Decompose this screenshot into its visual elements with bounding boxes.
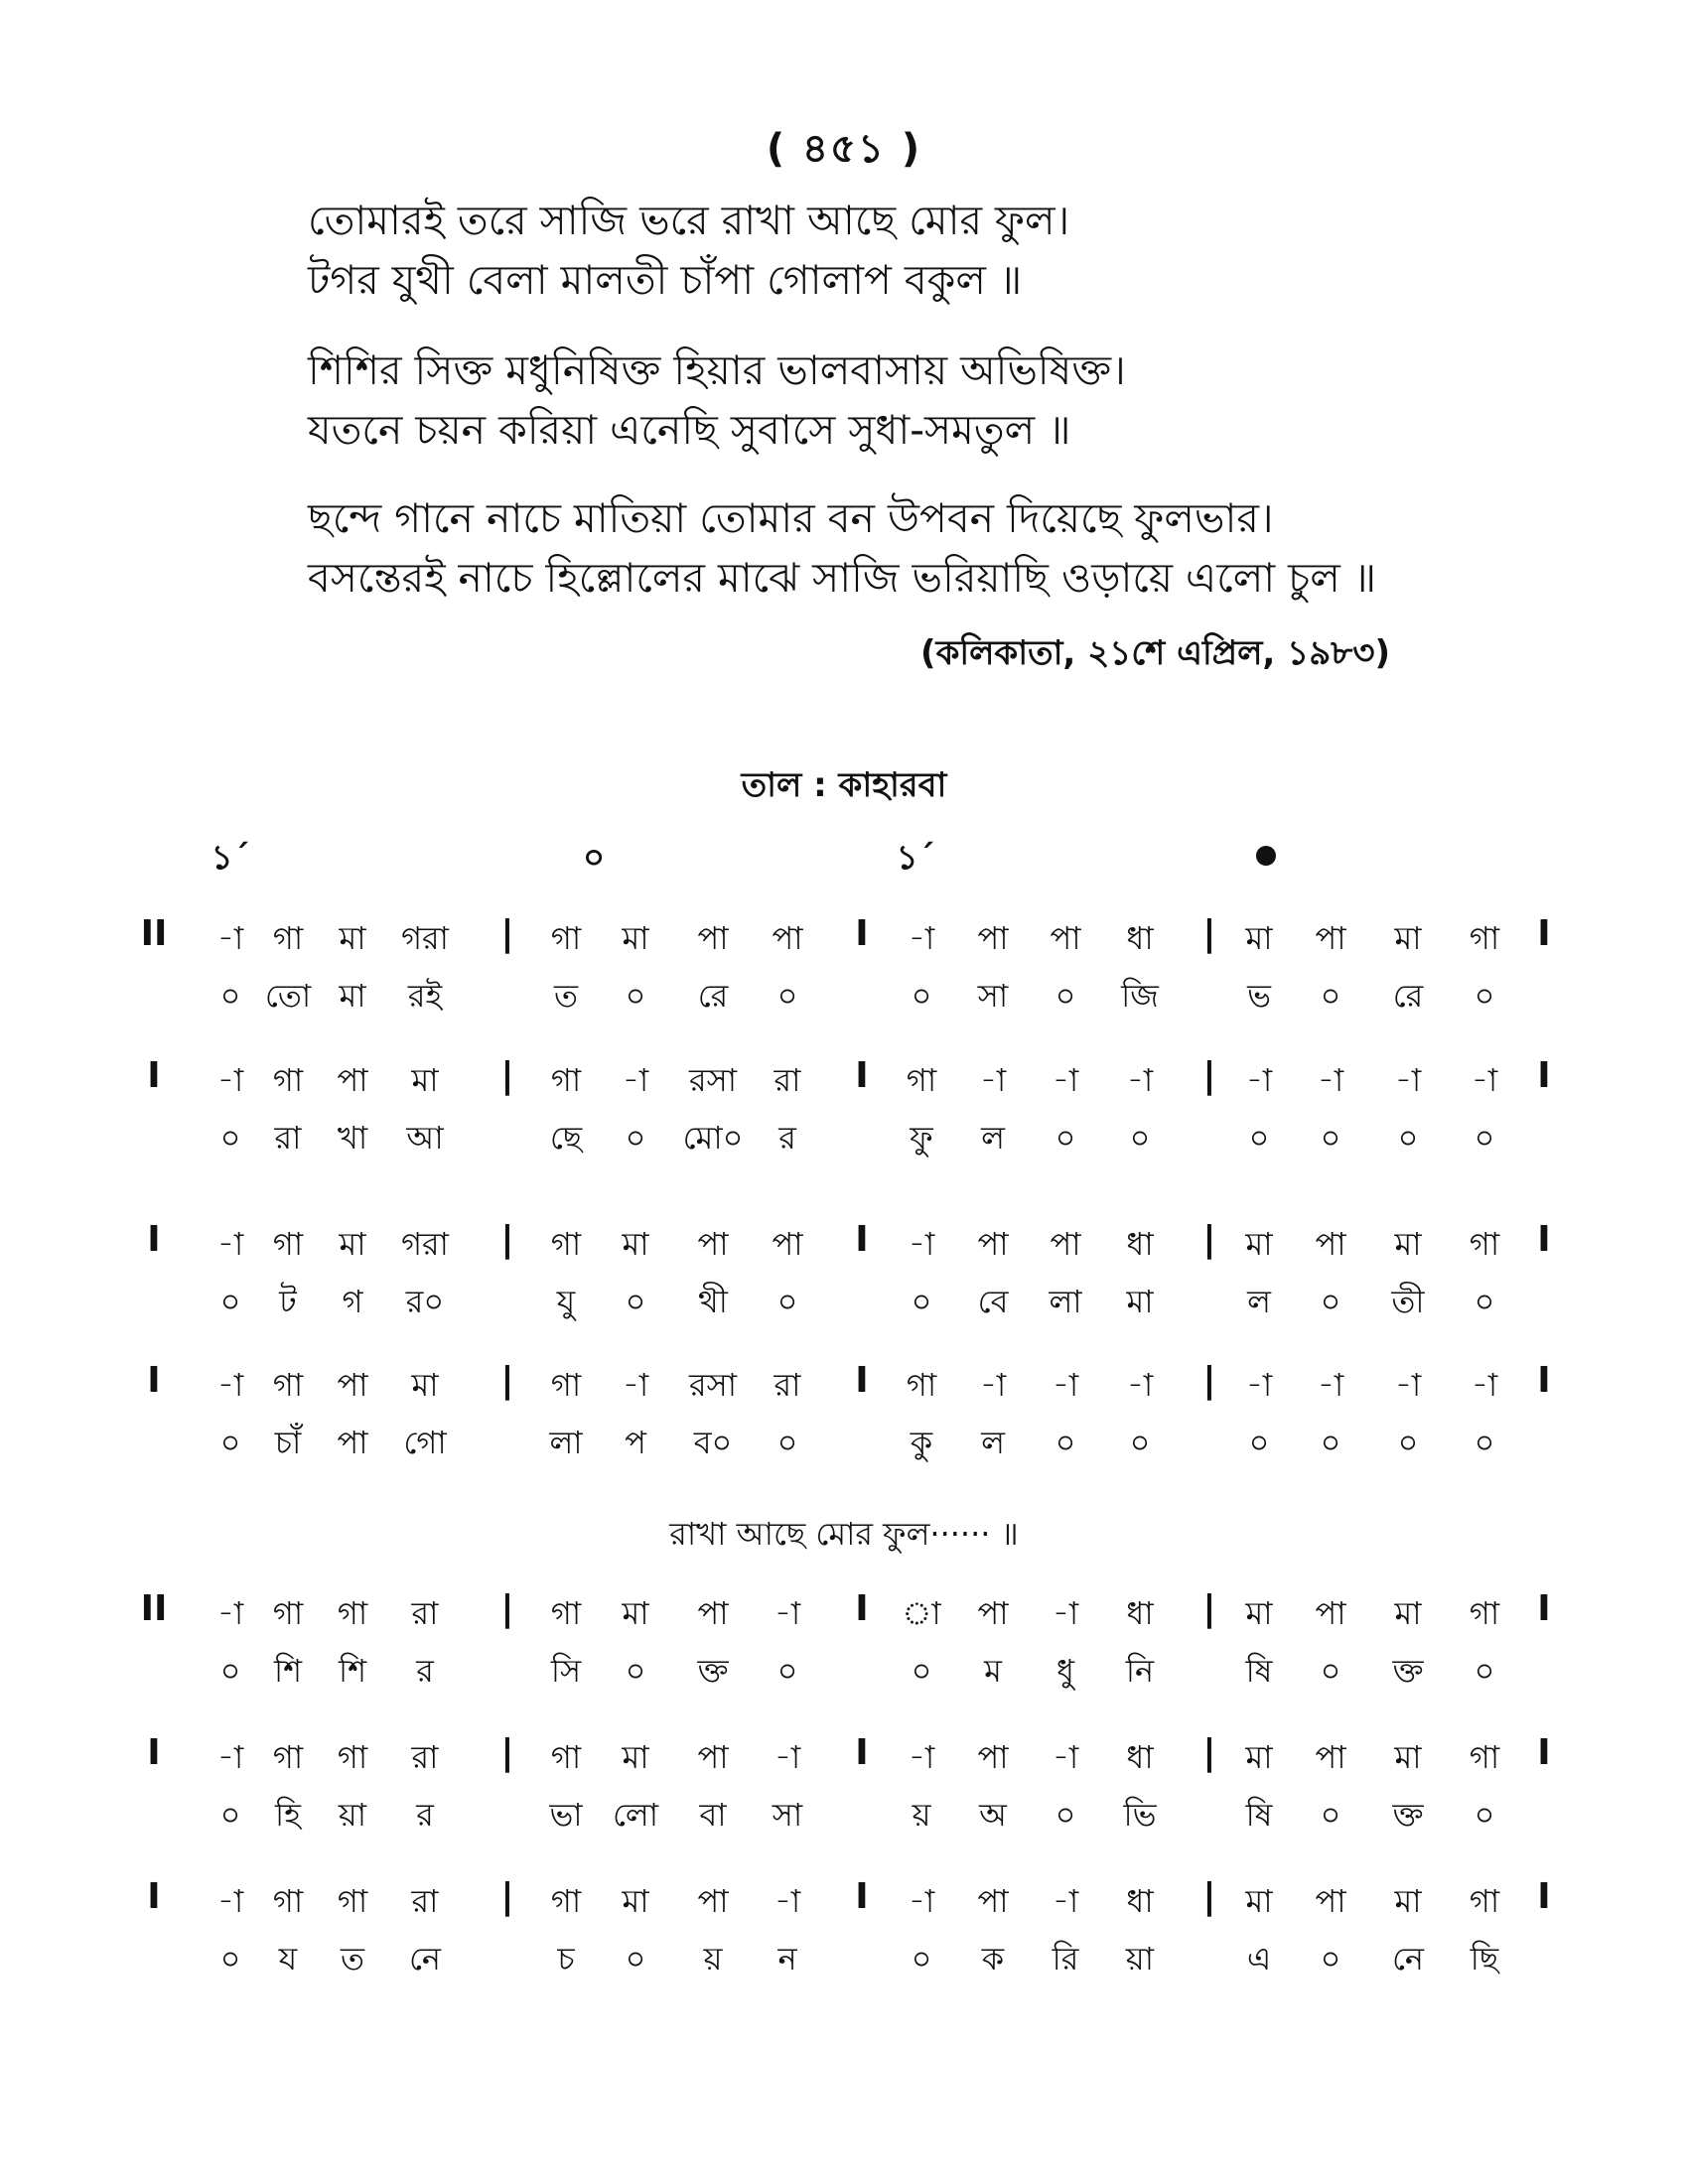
swara-note: গা [1469,1882,1500,1920]
lyric-syllable: ০ [625,1119,646,1157]
swara-note: -া [216,919,244,957]
swara-note: রা [411,1882,439,1920]
notation-row [0,1055,1688,1164]
swara-note: ধা [1126,1738,1154,1776]
beat-mark-sam: ১´ [211,838,250,878]
swara-note: -া [774,1882,801,1920]
lyric-syllable: তো [264,977,312,1015]
lyric-syllable: রে [697,977,729,1015]
lyric-syllable: ক্ত [697,1652,729,1690]
page-number: ( ৪৫১ ) [766,126,922,172]
swara-note: গা [1469,919,1500,957]
bar-line: | [1202,1219,1216,1260]
lyric-syllable: রা [274,1119,302,1157]
lyric-syllable: য [278,1940,298,1978]
lyric-syllable: ০ [1320,977,1341,1015]
swara-note: পা [772,919,803,957]
swara-note: মা [1394,919,1422,957]
start-bar: I [147,1732,161,1773]
bar-line: I [855,1055,869,1096]
lyric-syllable: ক্ত [1392,1652,1424,1690]
end-bar: I [1537,1876,1551,1917]
end-bar: I [1537,1055,1551,1096]
lyric-syllable: ০ [1320,1796,1341,1834]
lyric-syllable: ০ [1474,1424,1495,1461]
lyric-syllable: সা [772,1796,803,1834]
swara-note: গা [272,1225,304,1263]
swara-note: -া [1126,1366,1154,1404]
swara-note: গা [337,1882,368,1920]
bar-line: | [1202,1732,1216,1773]
lyric-syllable: রই [407,977,443,1015]
refrain-line: রাখা আছে মোর ফুল······ ॥ [669,1515,1019,1553]
lyric-syllable: ০ [911,1283,932,1320]
notation-row [0,913,1688,1023]
swara-note: -া [216,1738,244,1776]
start-bar: I [147,1360,161,1401]
lyric-syllable: ০ [1055,977,1076,1015]
bar-line: I [855,1588,869,1629]
swara-note: পা [337,1366,368,1404]
swara-note: গা [1469,1738,1500,1776]
lyric-syllable: রি [1052,1940,1079,1978]
taal-heading: তাল : কাহারবা [741,765,947,805]
swara-note: গা [337,1594,368,1632]
dateline: (কলিকাতা, ২১শে এপ্রিল, ১৯৮৩) [920,633,1390,673]
lyric-syllable: নে [408,1940,442,1978]
lyric-syllable: ০ [219,977,241,1015]
lyric-syllable: ন [777,1940,797,1978]
lyric-syllable: লো [612,1796,659,1834]
lyric-syllable: বা [699,1796,727,1834]
lyric-syllable: ০ [625,977,646,1015]
lyric-syllable: আ [406,1119,444,1157]
lyric-syllable: ০ [1474,1283,1495,1320]
swara-note: -া [774,1738,801,1776]
swara-note: -া [1471,1061,1498,1099]
swara-note: -া [1052,1882,1079,1920]
lyric-syllable: ০ [1320,1283,1341,1320]
swara-note: পা [1050,1225,1081,1263]
lyric-syllable: ক্ত [1392,1796,1424,1834]
swara-note: মা [339,919,366,957]
lyric-syllable: শি [338,1652,367,1690]
lyric-syllable: ল [981,1119,1005,1157]
lyric-syllable: মো০ [682,1119,744,1157]
lyric-syllable: য় [912,1796,931,1834]
swara-note: গা [906,1061,937,1099]
swara-note: -া [774,1594,801,1632]
bar-line: | [500,1588,514,1629]
swara-note: পা [1315,1882,1346,1920]
swara-note: পা [977,1225,1009,1263]
swara-note: -া [216,1594,244,1632]
lyric-syllable: তী [1391,1283,1425,1320]
lyric-syllable: ০ [1248,1119,1270,1157]
swara-note: মা [622,1594,649,1632]
lyric-syllable: ০ [1397,1119,1419,1157]
lyric-syllable: সি [550,1652,582,1690]
lyric-syllable: ০ [219,1119,241,1157]
swara-note: পা [977,1594,1009,1632]
lyric-syllable: কু [910,1424,933,1461]
swara-note: গা [272,919,304,957]
lyric-syllable: ০ [1397,1424,1419,1461]
bar-line: | [500,913,514,954]
lyric-syllable: গ [342,1283,363,1320]
lyric-syllable: ০ [776,1652,798,1690]
poem-line: ছন্দে গানে নাচে মাতিয়া তোমার বন উপবন দিয়েছে ফুলভার। [308,494,1274,542]
lyric-syllable: নে [1391,1940,1425,1978]
lyric-syllable: র [416,1796,434,1834]
lyric-syllable: এ [1246,1940,1272,1978]
lyric-syllable: যু [556,1283,576,1320]
swara-note: -া [1052,1738,1079,1776]
lyric-syllable: ০ [776,1424,798,1461]
swara-note: মা [1394,1225,1422,1263]
swara-note: রসা [688,1061,738,1099]
lyric-syllable: ০ [1474,1119,1495,1157]
swara-note: পা [1315,1225,1346,1263]
swara-note: পা [1050,919,1081,957]
start-bar: I [147,1055,161,1096]
bar-line: I [855,913,869,954]
swara-note: মা [1245,1225,1273,1263]
swara-note: গা [550,1061,582,1099]
lyric-syllable: ষি [1245,1796,1273,1834]
lyric-syllable: ফু [910,1119,933,1157]
swara-note: -া [1317,1061,1344,1099]
bar-line: | [500,1360,514,1401]
swara-note: -া [979,1061,1007,1099]
lyric-syllable: ০ [1055,1796,1076,1834]
swara-note: -া [979,1366,1007,1404]
poem-line: শিশির সিক্ত মধুনিষিক্ত হিয়ার ভালবাসায় অভিষিক্ত। [308,346,1126,394]
lyric-syllable: বে [977,1283,1009,1320]
lyric-syllable: ০ [1474,1652,1495,1690]
lyric-syllable: ০ [625,1652,646,1690]
swara-note: গা [550,919,582,957]
lyric-syllable: ০ [911,1652,932,1690]
poem-line: তোমারই তরে সাজি ভরে রাখা আছে মোর ফুল। [308,197,1070,244]
swara-note: পা [337,1061,368,1099]
lyric-syllable: র [416,1652,434,1690]
swara-note: -া [622,1366,649,1404]
lyric-syllable: ০ [911,977,932,1015]
lyric-syllable: ০ [911,1940,932,1978]
swara-note: -া [216,1366,244,1404]
swara-note: গা [550,1882,582,1920]
lyric-syllable: লা [549,1424,583,1461]
lyric-syllable: ০ [219,1940,241,1978]
end-bar: I [1537,1732,1551,1773]
lyric-syllable: ০ [1320,1940,1341,1978]
swara-note: গা [272,1061,304,1099]
swara-note: গা [906,1366,937,1404]
swara-note: পা [977,1738,1009,1776]
lyric-syllable: গো [403,1424,447,1461]
swara-note: মা [411,1061,439,1099]
lyric-syllable: ০ [219,1283,241,1320]
swara-note: া [902,1594,941,1632]
lyric-syllable: ০ [1129,1119,1151,1157]
swara-note: মা [622,1882,649,1920]
lyric-syllable: ০ [625,1940,646,1978]
poem-line: টগর যুথী বেলা মালতী চাঁপা গোলাপ বকুল ॥ [308,256,1023,304]
lyric-syllable: খা [337,1119,368,1157]
swara-note: পা [697,919,729,957]
swara-note: -া [216,1061,244,1099]
swara-note: -া [1052,1061,1079,1099]
lyric-syllable: য়া [338,1796,367,1834]
lyric-syllable: ল [981,1424,1005,1461]
swara-note: পা [697,1225,729,1263]
bar-line: | [500,1219,514,1260]
lyric-syllable: ছে [549,1119,583,1157]
lyric-syllable: ত [340,1940,364,1978]
swara-note: -া [216,1225,244,1263]
swara-note: পা [1315,1738,1346,1776]
swara-note: মা [1394,1738,1422,1776]
lyric-syllable: য়া [1125,1940,1155,1978]
bar-line: I [855,1360,869,1401]
lyric-syllable: ট [279,1283,297,1320]
lyric-syllable: র [778,1119,796,1157]
swara-note: রা [774,1061,801,1099]
swara-note: পা [977,1882,1009,1920]
swara-note: গা [337,1738,368,1776]
bar-line: | [1202,1588,1216,1629]
swara-note: মা [1394,1882,1422,1920]
end-bar: I [1537,1588,1551,1629]
notation-row [0,1588,1688,1698]
lyric-syllable: ভ [1247,977,1271,1015]
notation-row [0,1732,1688,1842]
bar-line: I [855,1732,869,1773]
lyric-syllable: ০ [1129,1424,1151,1461]
swara-note: গা [1469,1225,1500,1263]
lyric-syllable: পা [337,1424,368,1461]
lyric-syllable: ০ [1320,1424,1341,1461]
lyric-syllable: ০ [1474,977,1495,1015]
swara-note: মা [1245,1882,1273,1920]
swara-note: -া [1471,1366,1498,1404]
lyric-syllable: ০ [219,1424,241,1461]
lyric-syllable: ০ [625,1283,646,1320]
bar-line: | [500,1876,514,1917]
lyric-syllable: ল [1247,1283,1271,1320]
end-bar: I [1537,1360,1551,1401]
swara-note: -া [622,1061,649,1099]
bar-line: | [500,1732,514,1773]
lyric-syllable: ০ [1248,1424,1270,1461]
swara-note: পা [697,1738,729,1776]
swara-note: পা [697,1882,729,1920]
lyric-syllable: ০ [776,1283,798,1320]
swara-note: গা [272,1366,304,1404]
swara-note: গা [1469,1594,1500,1632]
swara-note: গা [272,1594,304,1632]
poem-line: বসন্তেরই নাচে হিল্লোলের মাঝে সাজি ভরিয়াছি ওড়ায়ে এলো চুল ॥ [308,554,1377,602]
notation-row [0,1360,1688,1469]
swara-note: মা [1245,919,1273,957]
swara-note: -া [1245,1366,1273,1404]
swara-note: -া [1317,1366,1344,1404]
swara-note: -া [1394,1061,1422,1099]
lyric-syllable: য় [703,1940,723,1978]
lyric-syllable: প [625,1424,646,1461]
swara-note: গরা [401,1225,449,1263]
bar-line: I [855,1219,869,1260]
swara-note: পা [977,919,1009,957]
swara-note: ধা [1126,1882,1154,1920]
swara-note: -া [1126,1061,1154,1099]
lyric-syllable: ষি [1245,1652,1273,1690]
swara-note: -া [1394,1366,1422,1404]
swara-note: রা [411,1738,439,1776]
end-bar: I [1537,1219,1551,1260]
lyric-syllable: রে [1392,977,1424,1015]
bar-line: | [1202,1055,1216,1096]
end-bar: I [1537,913,1551,954]
swara-note: -া [216,1882,244,1920]
swara-note: মা [622,1225,649,1263]
lyric-syllable: ০ [776,977,798,1015]
swara-note: মা [1245,1738,1273,1776]
bar-line: | [1202,1360,1216,1401]
swara-note: মা [622,919,649,957]
lyric-syllable: ০ [219,1796,241,1834]
lyric-syllable: সা [977,977,1009,1015]
lyric-syllable: ব০ [693,1424,733,1461]
lyric-syllable: ভা [549,1796,583,1834]
swara-note: -া [908,1882,935,1920]
swara-note: -া [1052,1594,1079,1632]
notation-row [0,1219,1688,1328]
swara-note: মা [339,1225,366,1263]
start-bar: I [147,1219,161,1260]
lyric-syllable: শি [273,1652,303,1690]
lyric-syllable: ০ [1055,1119,1076,1157]
lyric-syllable: ত [553,977,578,1015]
swara-note: গা [272,1882,304,1920]
lyric-syllable: ০ [1055,1424,1076,1461]
swara-note: -া [908,919,935,957]
lyric-syllable: থী [698,1283,728,1320]
lyric-syllable: ০ [219,1652,241,1690]
bar-line: | [1202,913,1216,954]
swara-note: মা [411,1366,439,1404]
lyric-syllable: অ [979,1796,1007,1834]
bar-line: I [855,1876,869,1917]
swara-note: ধা [1126,919,1154,957]
beat-mark-tali: ১´ [896,838,935,878]
swara-note: রা [411,1594,439,1632]
lyric-syllable: র০ [405,1283,445,1320]
bar-line: | [1202,1876,1216,1917]
notation-row [0,1876,1688,1985]
start-bar: II [140,1588,168,1629]
swara-note: মা [622,1738,649,1776]
lyric-syllable: জি [1121,977,1159,1015]
lyric-syllable: ০ [1474,1796,1495,1834]
lyric-syllable: ছি [1470,1940,1499,1978]
swara-note: -া [1245,1061,1273,1099]
lyric-syllable: লা [1049,1283,1082,1320]
lyric-syllable: মা [339,977,366,1015]
swara-note: -া [1052,1366,1079,1404]
lyric-syllable: ম [984,1652,1002,1690]
swara-note: -া [908,1738,935,1776]
poem-line: যতনে চয়ন করিয়া এনেছি সুবাসে সুধা-সমতুল ॥ [308,406,1071,454]
swara-note: ধা [1126,1225,1154,1263]
lyric-syllable: মা [1126,1283,1154,1320]
lyric-syllable: ০ [1320,1652,1341,1690]
swara-note: গা [550,1738,582,1776]
start-bar: II [140,913,168,954]
lyric-syllable: চাঁ [274,1424,302,1461]
swara-note: গা [272,1738,304,1776]
lyric-syllable: হি [275,1796,301,1834]
swara-note: ধা [1126,1594,1154,1632]
swara-note: গা [550,1594,582,1632]
lyric-syllable: ক [981,1940,1005,1978]
lyric-syllable: ০ [1320,1119,1341,1157]
swara-note: রা [774,1366,801,1404]
lyric-syllable: চ [557,1940,575,1978]
swara-note: মা [1394,1594,1422,1632]
swara-note: পা [1315,1594,1346,1632]
swara-note: মা [1245,1594,1273,1632]
lyric-syllable: ধু [1056,1652,1074,1690]
swara-note: -া [908,1225,935,1263]
beat-mark-khali: ০ [582,838,606,878]
swara-note: পা [772,1225,803,1263]
lyric-syllable: ভি [1123,1796,1157,1834]
swara-note: গরা [401,919,449,957]
swara-note: গা [550,1225,582,1263]
bar-line: | [500,1055,514,1096]
swara-note: গা [550,1366,582,1404]
swara-note: পা [1315,919,1346,957]
swara-note: পা [697,1594,729,1632]
lyric-syllable: নি [1125,1652,1155,1690]
swara-note: রসা [688,1366,738,1404]
start-bar: I [147,1876,161,1917]
